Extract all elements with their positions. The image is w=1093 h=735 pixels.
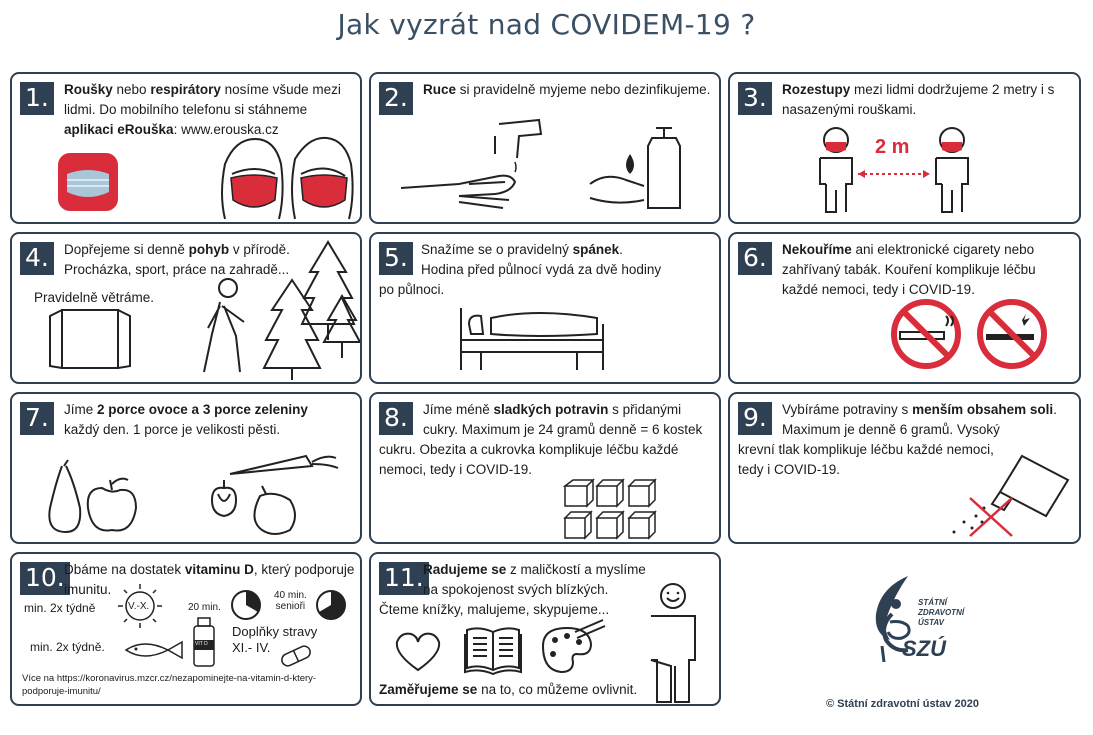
fish-frequency: min. 2x týdně. xyxy=(30,640,105,654)
vegetables-icon xyxy=(202,450,342,540)
palette-icon xyxy=(537,616,609,678)
card-number: 10. xyxy=(20,562,70,595)
card-text: Jíme 2 porce ovoce a 3 porce zeleniny každý den. 1 porce je velikosti pěsti. xyxy=(64,402,308,437)
card-exercise xyxy=(10,232,362,384)
no-ecig-icon xyxy=(976,298,1048,370)
card-text: Radujeme se z maličkostí a myslíme na spokojenost svých blízkých. xyxy=(423,562,646,597)
sanitizer-icon xyxy=(586,114,706,214)
clock-40-icon xyxy=(315,589,347,621)
ventilation-text: Pravidelně větráme. xyxy=(34,290,155,305)
card-masks xyxy=(10,72,362,224)
card-no-smoking xyxy=(728,232,1081,384)
logo-text: STÁTNÍ ZDRAVOTNÍ ÚSTAV xyxy=(918,598,965,627)
window-icon xyxy=(48,308,132,370)
erouska-app-icon xyxy=(57,152,119,212)
card-distancing xyxy=(728,72,1081,224)
info-link[interactable]: Více na https://koronavirus.mzcr.cz/nezapominejte-na-vitamin-d-ktery- podporuje-imunitu/ xyxy=(22,673,317,697)
salt-shaker-icon xyxy=(942,452,1072,542)
no-smoking-icon xyxy=(890,298,962,370)
sun-duration-adults: 20 min. xyxy=(188,602,221,613)
masked-faces-icon xyxy=(217,134,357,222)
card-sugar xyxy=(369,392,721,544)
card-sleep xyxy=(369,232,721,384)
card-text: Vybíráme potraviny s menším obsahem soli. Maximum je denně 6 gramů. Vysoký xyxy=(782,402,1057,437)
walking-person-icon xyxy=(200,276,260,376)
sun-frequency: min. 2x týdně xyxy=(24,601,96,615)
card-text: Snažíme se o pravidelný spánek. Hodina před půlnocí vydá za dvě hodiny xyxy=(421,242,662,277)
bottle-label: VIT D xyxy=(195,641,208,647)
card-number: 11. xyxy=(379,562,429,595)
card-vitamin-d xyxy=(10,552,362,706)
card-text: Dbáme na dostatek vitaminu D, který podporuje imunitu. xyxy=(64,562,355,597)
card-number: 4. xyxy=(20,242,54,275)
card-text: Dopřejeme si denně pohyb v přírodě. Procházka, sport, práce na zahradě... xyxy=(64,242,290,277)
card-number: 3. xyxy=(738,82,772,115)
card-number: 7. xyxy=(20,402,54,435)
smiling-person-icon xyxy=(645,582,701,704)
card-text-more: cukru. Obezita a cukrovka komplikuje léčbu každé nemoci, tedy i COVID-19. xyxy=(379,442,679,477)
card-number: 9. xyxy=(738,402,772,435)
card-text-line3: po půlnoci. xyxy=(379,282,445,297)
card-salt xyxy=(728,392,1081,544)
card-text-bottom: Zaměřujeme se na to, co můžeme ovlivnit. xyxy=(379,682,638,697)
card-number: 8. xyxy=(379,402,413,435)
supplements-label: Doplňky stravy XI.- IV. xyxy=(232,624,318,655)
bed-icon xyxy=(457,304,607,374)
card-joy xyxy=(369,552,721,706)
sun-months: V.-X. xyxy=(128,601,150,612)
card-number: 2. xyxy=(379,82,413,115)
clock-20-icon xyxy=(230,589,262,621)
capsule-icon xyxy=(278,646,314,666)
sun-duration-seniors: 40 min. senioři xyxy=(274,590,307,612)
card-number: 5. xyxy=(379,242,413,275)
book-icon xyxy=(463,624,523,676)
card-text-more: krevní tlak komplikuje léčbu každé nemoci, tedy i COVID-19. xyxy=(738,442,994,477)
hand-washing-icon xyxy=(399,114,549,214)
card-number: 6. xyxy=(738,242,772,275)
card-text-line3: Čteme knížky, malujeme, skypujeme... xyxy=(379,602,610,617)
card-text: Jíme méně sladkých potravin s přidanými cukry. Maximum je 24 gramů denně = 6 kostek xyxy=(423,402,703,437)
trees-icon xyxy=(262,240,362,380)
fruit-icon xyxy=(46,462,146,536)
copyright: © Státní zdravotní ústav 2020 xyxy=(826,698,979,710)
heart-icon xyxy=(393,630,443,674)
distance-label: 2 m xyxy=(875,136,910,158)
card-text: Rozestupy mezi lidmi dodržujeme 2 metry i s nasazenými rouškami. xyxy=(782,82,1055,117)
sugar-cubes-icon xyxy=(561,478,665,542)
fish-icon xyxy=(124,638,186,662)
card-text: Roušky nebo respirátory nosíme všude mezi lidmi. Do mobilního telefonu si stáhneme aplikaci eRouška: www.erouska.cz xyxy=(64,82,341,137)
page-title: Jak vyzrát nad COVIDEM-19 ? xyxy=(337,8,756,41)
logo-abbreviation: SZÚ xyxy=(902,636,946,661)
card-text: Nekouříme ani elektronické cigarety nebo zahřívaný tabák. Kouření komplikuje léčbu každé nemoci, tedy i COVID-19. xyxy=(782,242,1036,297)
card-text: Ruce si pravidelně myjeme nebo dezinfikujeme. xyxy=(423,82,711,97)
card-number: 1. xyxy=(20,82,54,115)
card-fruit-vegetables xyxy=(10,392,362,544)
card-handwashing xyxy=(369,72,721,224)
